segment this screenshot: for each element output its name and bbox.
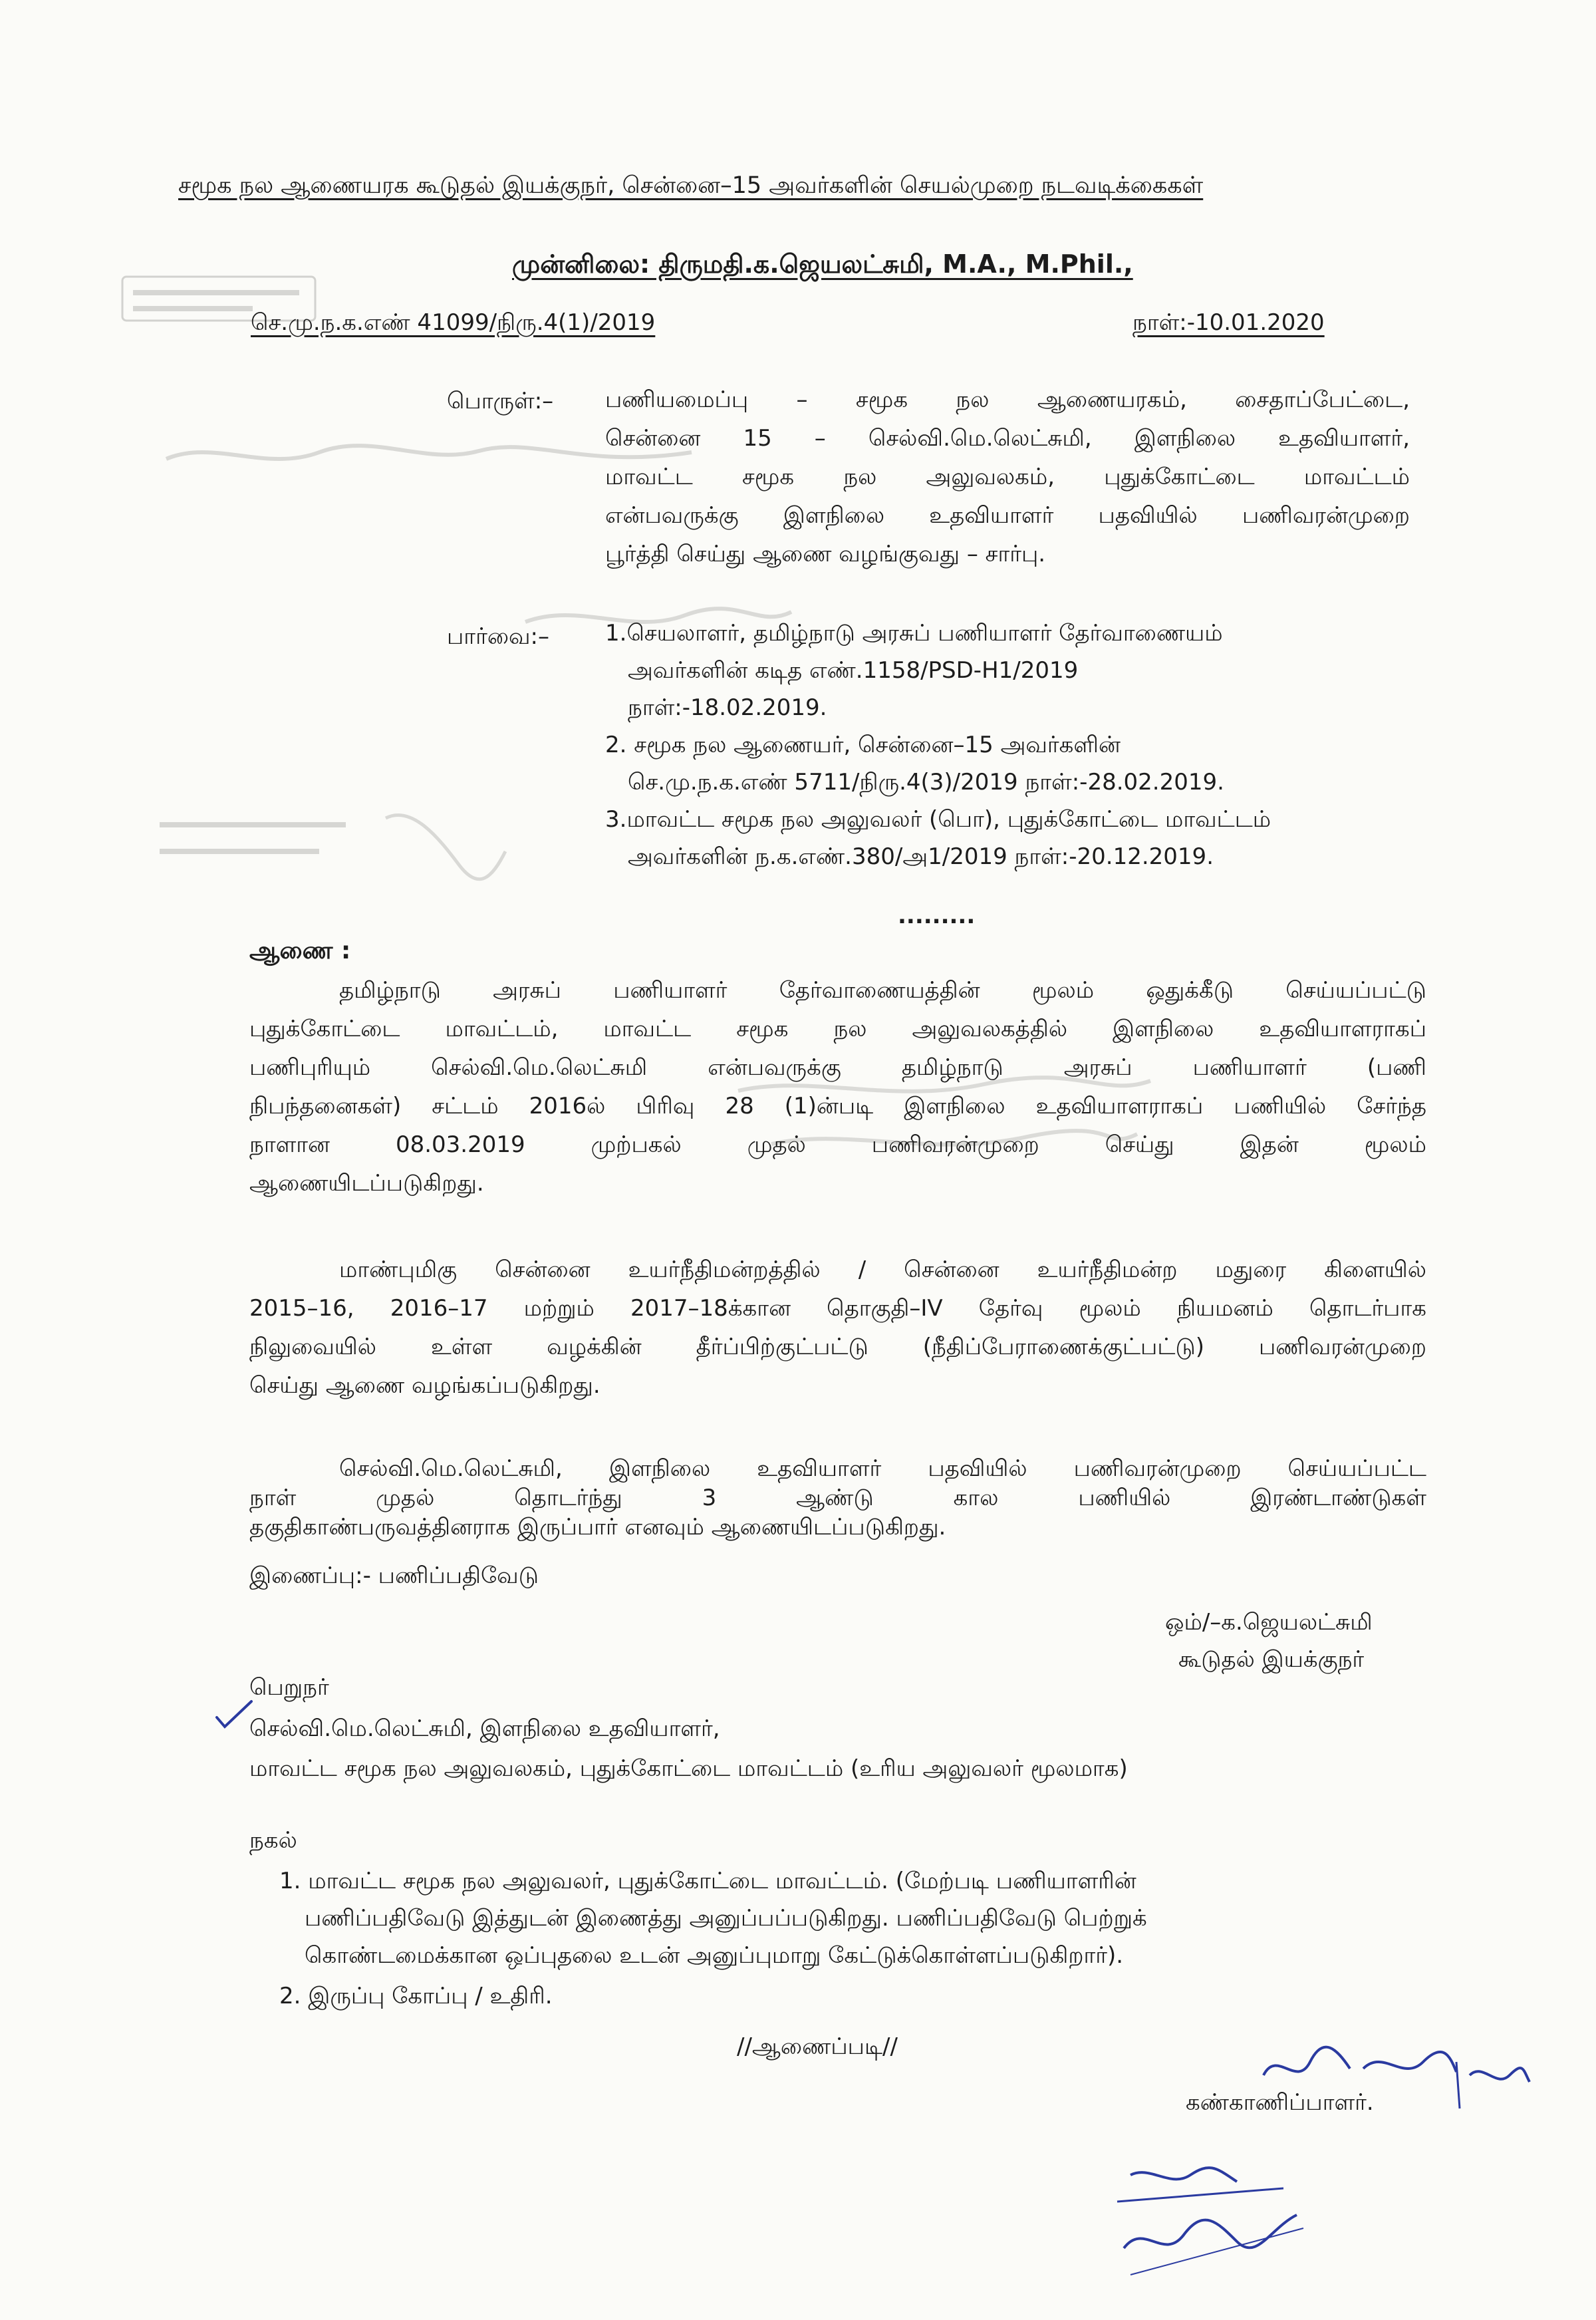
references-label: பார்வை:– (447, 623, 549, 650)
copy-item-2: 2. இருப்பு கோப்பு / உதிரி. (279, 1983, 553, 2009)
reference-line: 2. சமூக நல ஆணையர், சென்னை–15 அவர்களின் (605, 732, 1121, 758)
signatory-designation: கூடுதல் இயக்குநர் (1178, 1646, 1365, 1673)
recipient-line-1: செல்வி.மெ.லெட்சுமி, இளநிலை உதவியாளர், (249, 1715, 720, 1742)
signatory-name: ஒம்/–க.ஜெயலட்சுமி (1165, 1609, 1373, 1636)
paragraph-line: தகுதிகாண்பருவத்தினராக இருப்பார் எனவும் ஆணையிடப்படுகிறது. (249, 1514, 946, 1540)
reference-number: செ.மு.ந.க.எண் 41099/நிரு.4(1)/2019 (251, 309, 656, 336)
paragraph-line: தமிழ்நாடு அரசுப் பணியாளர் தேர்வாணையத்தின் மூலம் ஒதுக்கீடு செய்யப்பட்டு (339, 977, 1426, 1004)
order-paragraph-2 (249, 1250, 1426, 1405)
copy-line: 1. மாவட்ட சமூக நல அலுவலர், புதுக்கோட்டை மாவட்டம். (மேற்படி பணியாளரின் (279, 1868, 1136, 1894)
enclosure-line: இணைப்பு:- பணிப்பதிவேடு (249, 1562, 539, 1589)
paragraph-line: பணிபுரியும் செல்வி.மெ.லெட்சுமி என்பவருக்கு தமிழ்நாடு அரசுப் பணியாளர் (பணி (249, 1054, 1426, 1081)
paragraph-line: 2015–16, 2016–17 மற்றும் 2017–18க்கான தொகுதி–IV தேர்வு மூலம் நியமனம் தொடர்பாக (249, 1295, 1426, 1322)
handwritten-date-mark (1104, 2162, 1317, 2291)
paragraph-line: மாண்புமிகு சென்னை உயர்நீதிமன்றத்தில் / சென்னை உயர்நீதிமன்ற மதுரை கிளையில் (339, 1256, 1426, 1283)
by-order-line: //ஆணைப்படி// (737, 2033, 898, 2060)
reference-line: நாள்:-18.02.2019. (628, 694, 827, 721)
references-list (605, 615, 1271, 875)
presence-line: முன்னிலை: திருமதி.க.ஜெயலட்சுமி, M.A., M.Phil., (512, 249, 1133, 279)
handwritten-initials (1257, 2035, 1536, 2118)
subject-label: பொருள்:– (447, 388, 554, 414)
subject-line: சென்னை 15 – செல்வி.மெ.லெட்சுமி, இளநிலை உதவியாளர், (605, 425, 1410, 452)
superintendent-label: கண்காணிப்பாளர். (1186, 2089, 1374, 2116)
paragraph-line: புதுக்கோட்டை மாவட்டம், மாவட்ட சமூக நல அலுவலகத்தில் இளநிலை உதவியாளராகப் (249, 1016, 1426, 1042)
order-paragraph-1 (249, 971, 1426, 1203)
reference-line: 3.மாவட்ட சமூக நல அலுவலர் (பொ), புதுக்கோட்டை மாவட்டம் (605, 806, 1271, 833)
subject-line: பணியமைப்பு – சமூக நல ஆணையரகம், சைதாப்பேட்டை, (605, 386, 1410, 413)
subject-line: என்பவருக்கு இளநிலை உதவியாளர் பதவியில் பணிவரன்முறை (605, 502, 1410, 529)
document-date: நாள்:-10.01.2020 (1132, 309, 1325, 336)
reference-line: அவர்களின் கடித எண்.1158/PSD-H1/2019 (628, 657, 1079, 684)
paragraph-line: நிலுவையில் உள்ள வழக்கின் தீர்ப்பிற்குட்பட்டு (நீதிப்பேராணைக்குட்பட்டு) பணிவரன்முறை (249, 1334, 1426, 1360)
subject-text (605, 380, 1410, 573)
order-label: ஆணை : (249, 937, 351, 964)
bleed-through-stamp-2 (146, 798, 519, 894)
tick-mark (214, 1697, 254, 1733)
reference-line: செ.மு.ந.க.எண் 5711/நிரு.4(3)/2019 நாள்:-28.02.2019. (628, 769, 1224, 796)
subject-line: மாவட்ட சமூக நல அலுவலகம், புதுக்கோட்டை மாவட்டம் (605, 464, 1410, 490)
order-paragraph-3 (249, 1454, 1426, 1542)
recipient-line-2: மாவட்ட சமூக நல அலுவலகம், புதுக்கோட்டை மாவட்டம் (உரிய அலுவலர் மூலமாக) (249, 1755, 1128, 1782)
paragraph-line: செய்து ஆணை வழங்கப்படுகிறது. (249, 1372, 600, 1399)
subject-line: பூர்த்தி செய்து ஆணை வழங்குவது – சார்பு. (605, 541, 1046, 567)
document-title: சமூக நல ஆணையரக கூடுதல் இயக்குநர், சென்னை–15 அவர்களின் செயல்முறை நடவடிக்கைகள் (178, 172, 1204, 199)
copy-label: நகல் (249, 1827, 297, 1854)
paragraph-line: நாள் முதல் தொடர்ந்து 3 ஆண்டு கால பணியில் இரண்டாண்டுகள் (249, 1485, 1426, 1511)
paragraph-line: ஆணையிடப்படுகிறது. (249, 1170, 484, 1197)
paragraph-line: நாளான 08.03.2019 முற்பகல் முதல் பணிவரன்முறை செய்து இதன் மூலம் (249, 1131, 1426, 1158)
copy-line: கொண்டமைக்கான ஒப்புதலை உடன் அனுப்புமாறு கேட்டுக்கொள்ளப்படுகிறார்). (305, 1942, 1124, 1969)
paragraph-line: நிபந்தனைகள்) சட்டம் 2016ல் பிரிவு 28 (1)ன்படி இளநிலை உதவியாளராகப் பணியில் சேர்ந்த (249, 1093, 1426, 1119)
references-separator: ......... (898, 903, 976, 929)
reference-line: 1.செயலாளர், தமிழ்நாடு அரசுப் பணியாளர் தேர்வாணையம் (605, 620, 1223, 647)
copy-line: பணிப்பதிவேடு இத்துடன் இணைத்து அனுப்பப்படுகிறது. பணிப்பதிவேடு பெற்றுக் (305, 1905, 1147, 1932)
copy-item-1 (279, 1862, 1343, 1974)
paragraph-line: செல்வி.மெ.லெட்சுமி, இளநிலை உதவியாளர் பதவியில் பணிவரன்முறை செய்யப்பட்ட (339, 1455, 1426, 1482)
reference-line: அவர்களின் ந.க.எண்.380/அ1/2019 நாள்:-20.12.2019. (628, 843, 1214, 870)
recipient-label: பெறுநர் (249, 1674, 329, 1701)
